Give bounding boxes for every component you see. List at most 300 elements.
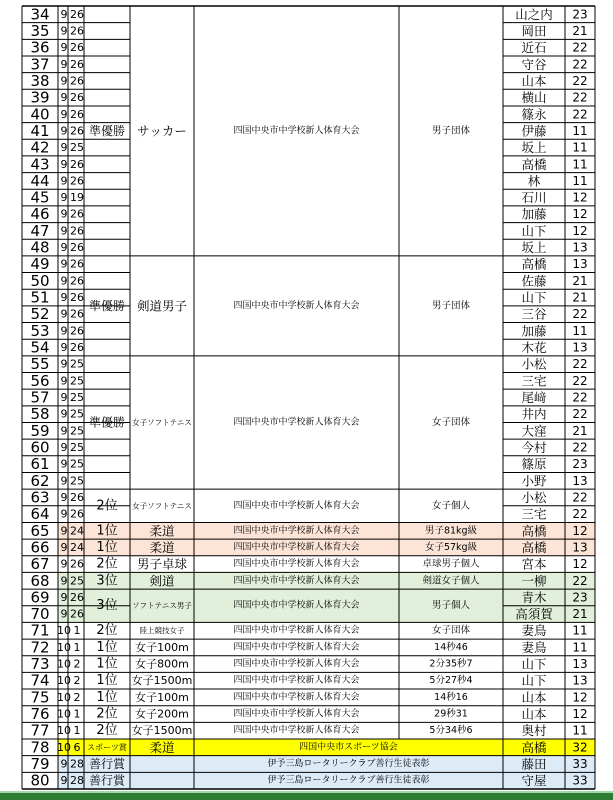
student-grade: 11 bbox=[572, 173, 588, 188]
row-month: 10 bbox=[57, 640, 71, 654]
student-name: 宮本 bbox=[521, 556, 547, 572]
row-day: 25 bbox=[70, 440, 84, 454]
award-event: 柔道 bbox=[149, 739, 175, 755]
student-grade: 21 bbox=[572, 273, 588, 288]
award-place: 準優勝 bbox=[88, 415, 126, 430]
row-day: 6 bbox=[73, 740, 81, 754]
award-event: 女子200m bbox=[135, 707, 189, 721]
student-name: 山下 bbox=[521, 290, 547, 306]
award-event: サッカー bbox=[137, 123, 187, 139]
award-event: 柔道 bbox=[149, 539, 175, 555]
student-grade: 12 bbox=[572, 557, 588, 572]
row-day: 26 bbox=[70, 57, 84, 71]
row-day: 26 bbox=[70, 490, 84, 504]
student-grade: 22 bbox=[572, 307, 588, 322]
student-name: 高橋 bbox=[521, 523, 547, 539]
row-number: 67 bbox=[30, 555, 50, 574]
competition-name: 四国中央市中学校新人体育大会 bbox=[233, 642, 360, 653]
row-number: 73 bbox=[30, 655, 50, 674]
row-month: 9 bbox=[60, 307, 68, 321]
row-day: 26 bbox=[70, 241, 84, 255]
row-day: 26 bbox=[70, 607, 84, 621]
award-category: 女子団体 bbox=[431, 416, 471, 428]
row-month: 9 bbox=[60, 774, 68, 788]
row-month: 9 bbox=[60, 424, 68, 438]
student-grade: 22 bbox=[572, 107, 588, 122]
competition-name: 四国中央市中学校新人体育大会 bbox=[233, 709, 360, 720]
row-month: 9 bbox=[60, 590, 68, 604]
student-grade: 13 bbox=[572, 240, 588, 255]
award-event: 剣道 bbox=[149, 573, 175, 589]
row-number: 44 bbox=[30, 171, 50, 190]
row-month: 10 bbox=[57, 740, 71, 754]
student-name: 小松 bbox=[521, 489, 547, 505]
row-month: 9 bbox=[60, 357, 68, 371]
award-category: 29秒31 bbox=[434, 708, 468, 720]
award-place: 1位 bbox=[96, 523, 118, 539]
award-event: ソフトテニス男子 bbox=[132, 601, 192, 611]
row-month: 9 bbox=[60, 224, 68, 238]
row-number: 80 bbox=[30, 771, 50, 790]
award-event: 女子1500m bbox=[131, 674, 193, 688]
student-name: 妻鳥 bbox=[521, 623, 547, 639]
row-month: 9 bbox=[60, 490, 68, 504]
row-day: 26 bbox=[70, 291, 84, 305]
row-month: 9 bbox=[60, 107, 68, 121]
row-month: 9 bbox=[60, 57, 68, 71]
competition-name: 四国中央市中学校新人体育大会 bbox=[233, 675, 360, 686]
row-month: 9 bbox=[60, 540, 68, 554]
student-name: 山下 bbox=[521, 223, 547, 239]
student-name: 高橋 bbox=[521, 256, 547, 272]
row-month: 9 bbox=[60, 574, 68, 588]
student-name: 篠原 bbox=[521, 456, 547, 472]
row-day: 25 bbox=[70, 424, 84, 438]
row-day: 2 bbox=[73, 674, 81, 688]
student-name: 林 bbox=[527, 173, 541, 189]
student-name: 山下 bbox=[521, 673, 547, 689]
row-number: 41 bbox=[30, 121, 50, 140]
row-number: 47 bbox=[30, 221, 50, 240]
student-name: 高橋 bbox=[521, 739, 547, 755]
competition-name: 四国中央市中学校新人体育大会 bbox=[233, 625, 360, 636]
row-day: 1 bbox=[73, 640, 81, 654]
student-grade: 11 bbox=[572, 157, 588, 172]
row-month: 9 bbox=[60, 324, 68, 338]
row-day: 24 bbox=[70, 540, 84, 554]
row-month: 9 bbox=[60, 241, 68, 255]
row-day: 26 bbox=[70, 41, 84, 55]
student-grade: 21 bbox=[572, 607, 588, 622]
row-day: 26 bbox=[70, 157, 84, 171]
competition-name: 四国中央市中学校新人体育大会 bbox=[233, 659, 360, 670]
row-month: 9 bbox=[60, 24, 68, 38]
award-category: 卓球男子個人 bbox=[422, 558, 480, 570]
award-place: 1位 bbox=[96, 673, 118, 689]
student-grade: 22 bbox=[572, 73, 588, 88]
award-place: 1位 bbox=[96, 689, 118, 705]
row-number: 64 bbox=[30, 505, 50, 524]
student-grade: 22 bbox=[572, 507, 588, 522]
student-name: 山本 bbox=[521, 73, 547, 89]
row-month: 9 bbox=[60, 607, 68, 621]
row-day: 2 bbox=[73, 690, 81, 704]
row-number: 40 bbox=[30, 105, 50, 124]
student-grade: 23 bbox=[572, 590, 588, 605]
competition-name: 四国中央市中学校新人体育大会 bbox=[233, 575, 360, 586]
student-name: 山之内 bbox=[515, 6, 553, 22]
competition-name: 四国中央市中学校新人体育大会 bbox=[233, 559, 360, 570]
row-number: 49 bbox=[30, 255, 50, 274]
award-place: 善行賞 bbox=[88, 757, 126, 772]
student-name: 三谷 bbox=[521, 306, 547, 322]
row-number: 74 bbox=[30, 671, 50, 690]
award-place: 2位 bbox=[96, 706, 118, 722]
student-grade: 33 bbox=[572, 773, 588, 788]
award-category: 女子団体 bbox=[431, 625, 471, 637]
row-day: 26 bbox=[70, 324, 84, 338]
row-number: 77 bbox=[30, 721, 50, 740]
competition-name: 伊予三島ロータリークラブ善行生徒表彰 bbox=[267, 759, 430, 770]
row-number: 36 bbox=[30, 38, 50, 57]
award-place: 2位 bbox=[96, 623, 118, 639]
student-name: 尾﨑 bbox=[521, 390, 547, 405]
student-grade: 13 bbox=[572, 473, 588, 488]
row-number: 65 bbox=[30, 521, 50, 540]
student-name: 高橋 bbox=[521, 539, 547, 555]
award-event: 剣道男子 bbox=[136, 298, 188, 314]
row-number: 48 bbox=[30, 238, 50, 257]
award-category: 5分27秒4 bbox=[429, 675, 473, 687]
row-number: 69 bbox=[30, 588, 50, 607]
competition-name: 四国中央市中学校新人体育大会 bbox=[233, 525, 360, 536]
award-category: 男子団体 bbox=[431, 125, 471, 137]
student-grade: 11 bbox=[572, 623, 588, 638]
row-number: 52 bbox=[30, 305, 50, 324]
row-day: 28 bbox=[70, 774, 84, 788]
row-number: 68 bbox=[30, 571, 50, 590]
student-name: 加藤 bbox=[521, 206, 547, 222]
row-day: 26 bbox=[70, 590, 84, 604]
award-event: 女子800m bbox=[135, 657, 189, 671]
student-grade: 13 bbox=[572, 540, 588, 555]
row-day: 26 bbox=[70, 224, 84, 238]
student-grade: 13 bbox=[572, 340, 588, 355]
award-place: 2位 bbox=[96, 723, 118, 739]
student-grade: 12 bbox=[572, 707, 588, 722]
student-name: 高須賀 bbox=[515, 606, 553, 622]
row-month: 9 bbox=[60, 474, 68, 488]
row-day: 25 bbox=[70, 407, 84, 421]
row-month: 9 bbox=[60, 407, 68, 421]
award-category: 女子個人 bbox=[431, 500, 471, 512]
competition-name: 四国中央市中学校新人体育大会 bbox=[233, 500, 360, 511]
row-number: 35 bbox=[30, 21, 50, 40]
student-grade: 13 bbox=[572, 673, 588, 688]
row-number: 50 bbox=[30, 271, 50, 290]
student-name: 今村 bbox=[521, 439, 547, 455]
student-name: 佐藤 bbox=[521, 273, 547, 289]
student-name: 岡田 bbox=[521, 23, 547, 39]
row-number: 70 bbox=[30, 605, 50, 624]
competition-name: 四国中央市中学校新人体育大会 bbox=[233, 125, 360, 136]
student-grade: 12 bbox=[572, 207, 588, 222]
row-day: 1 bbox=[73, 624, 81, 638]
row-number: 61 bbox=[30, 455, 50, 474]
row-number: 76 bbox=[30, 705, 50, 724]
award-place: 準優勝 bbox=[88, 123, 126, 138]
row-month: 10 bbox=[57, 724, 71, 738]
student-name: 木花 bbox=[521, 340, 547, 356]
student-grade: 12 bbox=[572, 223, 588, 238]
row-number: 34 bbox=[30, 5, 50, 24]
student-name: 横山 bbox=[521, 90, 547, 106]
row-month: 9 bbox=[60, 174, 68, 188]
student-grade: 22 bbox=[572, 90, 588, 105]
row-month: 9 bbox=[60, 74, 68, 88]
row-month: 9 bbox=[60, 757, 68, 771]
student-grade: 11 bbox=[572, 323, 588, 338]
row-month: 9 bbox=[60, 274, 68, 288]
award-place: 1位 bbox=[96, 639, 118, 655]
competition-name: 四国中央市中学校新人体育大会 bbox=[233, 300, 360, 311]
award-category: 5分34秒6 bbox=[429, 725, 473, 737]
award-event: 女子1500m bbox=[131, 724, 193, 738]
row-day: 26 bbox=[70, 341, 84, 355]
row-number: 78 bbox=[30, 738, 50, 757]
row-day: 26 bbox=[70, 74, 84, 88]
award-category: 14秒16 bbox=[434, 691, 468, 703]
competition-name: 四国中央市中学校新人体育大会 bbox=[233, 692, 360, 703]
row-day: 26 bbox=[70, 24, 84, 38]
student-name: 青木 bbox=[521, 589, 547, 605]
row-month: 10 bbox=[57, 707, 71, 721]
award-place: 3位 bbox=[96, 598, 118, 614]
row-day: 26 bbox=[70, 124, 84, 138]
row-day: 26 bbox=[70, 107, 84, 121]
row-month: 10 bbox=[57, 690, 71, 704]
row-month: 9 bbox=[60, 191, 68, 205]
row-day: 1 bbox=[73, 724, 81, 738]
row-day: 25 bbox=[70, 457, 84, 471]
row-month: 9 bbox=[60, 41, 68, 55]
row-month: 9 bbox=[60, 524, 68, 538]
competition-name: 四国中央市中学校新人体育大会 bbox=[233, 542, 360, 553]
student-name: 井内 bbox=[521, 406, 547, 422]
row-month: 9 bbox=[60, 440, 68, 454]
student-name: 山下 bbox=[521, 656, 547, 672]
award-event: 女子100m bbox=[135, 640, 189, 654]
row-number: 54 bbox=[30, 338, 50, 357]
sheet-footer-bar bbox=[0, 791, 613, 800]
student-grade: 22 bbox=[572, 40, 588, 55]
row-day: 26 bbox=[70, 307, 84, 321]
competition-name: 四国中央市スポーツ協会 bbox=[299, 742, 398, 753]
row-number: 45 bbox=[30, 188, 50, 207]
student-grade: 13 bbox=[572, 657, 588, 672]
row-day: 25 bbox=[70, 141, 84, 155]
student-grade: 22 bbox=[572, 573, 588, 588]
award-event: 女子100m bbox=[135, 690, 189, 704]
student-name: 高橋 bbox=[521, 156, 547, 172]
competition-name: 四国中央市中学校新人体育大会 bbox=[233, 417, 360, 428]
row-number: 43 bbox=[30, 155, 50, 174]
row-number: 39 bbox=[30, 88, 50, 107]
student-name: 小松 bbox=[521, 356, 547, 372]
row-number: 79 bbox=[30, 755, 50, 774]
row-month: 9 bbox=[60, 207, 68, 221]
student-grade: 21 bbox=[572, 423, 588, 438]
student-grade: 21 bbox=[572, 23, 588, 38]
row-day: 2 bbox=[73, 657, 81, 671]
student-grade: 13 bbox=[572, 257, 588, 272]
row-day: 26 bbox=[70, 207, 84, 221]
student-grade: 12 bbox=[572, 190, 588, 205]
row-number: 51 bbox=[30, 288, 50, 307]
student-name: 藤田 bbox=[521, 756, 547, 772]
row-month: 10 bbox=[57, 624, 71, 638]
student-name: 小野 bbox=[521, 473, 547, 489]
row-month: 9 bbox=[60, 124, 68, 138]
award-place: スポーツ賞 bbox=[87, 742, 127, 752]
student-grade: 11 bbox=[572, 123, 588, 138]
student-grade: 22 bbox=[572, 373, 588, 388]
row-day: 24 bbox=[70, 524, 84, 538]
student-name: 坂上 bbox=[521, 140, 547, 156]
award-place: 2位 bbox=[96, 498, 118, 514]
row-month: 9 bbox=[60, 557, 68, 571]
student-grade: 11 bbox=[572, 723, 588, 738]
student-grade: 22 bbox=[572, 407, 588, 422]
award-event: 男子卓球 bbox=[136, 556, 188, 572]
row-day: 1 bbox=[73, 707, 81, 721]
student-name: 妻鳥 bbox=[521, 639, 547, 655]
student-grade: 22 bbox=[572, 490, 588, 505]
row-number: 58 bbox=[30, 405, 50, 424]
award-category: 14秒46 bbox=[434, 641, 468, 653]
row-number: 46 bbox=[30, 205, 50, 224]
award-place: 1位 bbox=[96, 656, 118, 672]
row-month: 9 bbox=[60, 7, 68, 21]
student-name: 山本 bbox=[521, 706, 547, 722]
student-name: 近石 bbox=[521, 40, 547, 56]
student-name: 奥村 bbox=[521, 723, 547, 739]
student-name: 石川 bbox=[521, 190, 547, 206]
row-day: 19 bbox=[70, 191, 84, 205]
row-number: 71 bbox=[30, 621, 50, 640]
row-number: 57 bbox=[30, 388, 50, 407]
row-month: 9 bbox=[60, 141, 68, 155]
student-grade: 22 bbox=[572, 440, 588, 455]
student-name: 篠永 bbox=[521, 106, 547, 122]
row-month: 9 bbox=[60, 157, 68, 171]
student-grade: 12 bbox=[572, 690, 588, 705]
row-day: 25 bbox=[70, 574, 84, 588]
student-name: 加藤 bbox=[521, 323, 547, 339]
row-day: 26 bbox=[70, 274, 84, 288]
row-number: 60 bbox=[30, 438, 50, 457]
student-name: 大窪 bbox=[521, 423, 547, 439]
row-number: 37 bbox=[30, 55, 50, 74]
award-category: 男子個人 bbox=[431, 600, 471, 612]
student-name: 山本 bbox=[521, 689, 547, 705]
student-name: 守屋 bbox=[521, 773, 547, 789]
row-number: 42 bbox=[30, 138, 50, 157]
student-name: 守谷 bbox=[521, 56, 547, 72]
student-name: 三宅 bbox=[521, 373, 547, 389]
student-name: 三宅 bbox=[521, 506, 547, 522]
row-number: 55 bbox=[30, 355, 50, 374]
award-category: 女子57kg級 bbox=[424, 541, 478, 553]
row-month: 9 bbox=[60, 341, 68, 355]
student-grade: 22 bbox=[572, 57, 588, 72]
row-month: 9 bbox=[60, 457, 68, 471]
row-day: 25 bbox=[70, 391, 84, 404]
row-day: 26 bbox=[70, 91, 84, 105]
row-day: 26 bbox=[70, 174, 84, 188]
row-number: 53 bbox=[30, 321, 50, 340]
row-day: 26 bbox=[70, 557, 84, 571]
award-category: 男子団体 bbox=[431, 300, 471, 312]
student-name: 伊藤 bbox=[521, 123, 547, 139]
award-place: 1位 bbox=[96, 539, 118, 555]
row-day: 26 bbox=[70, 7, 84, 21]
student-grade: 33 bbox=[572, 757, 588, 772]
student-grade: 21 bbox=[572, 290, 588, 305]
competition-name: 四国中央市中学校新人体育大会 bbox=[233, 725, 360, 736]
award-place: 2位 bbox=[96, 556, 118, 572]
row-month: 9 bbox=[60, 507, 68, 521]
award-place: 3位 bbox=[96, 573, 118, 589]
student-grade: 22 bbox=[572, 357, 588, 372]
award-place: 善行賞 bbox=[88, 773, 126, 788]
student-grade: 32 bbox=[572, 740, 588, 755]
row-number: 62 bbox=[30, 471, 50, 490]
row-day: 25 bbox=[70, 357, 84, 371]
row-number: 72 bbox=[30, 638, 50, 657]
row-number: 38 bbox=[30, 71, 50, 90]
award-event: 柔道 bbox=[149, 523, 175, 539]
row-month: 10 bbox=[57, 657, 71, 671]
row-number: 59 bbox=[30, 421, 50, 440]
row-day: 25 bbox=[70, 374, 84, 388]
row-month: 10 bbox=[57, 674, 71, 688]
award-category: 男子81kg級 bbox=[424, 525, 478, 537]
student-grade: 12 bbox=[572, 523, 588, 538]
row-number: 66 bbox=[30, 538, 50, 557]
row-day: 28 bbox=[70, 757, 84, 771]
student-grade: 22 bbox=[572, 390, 588, 405]
row-day: 25 bbox=[70, 474, 84, 488]
student-grade: 23 bbox=[572, 457, 588, 472]
row-month: 9 bbox=[60, 91, 68, 105]
row-number: 75 bbox=[30, 688, 50, 707]
row-month: 9 bbox=[60, 391, 68, 404]
student-grade: 23 bbox=[572, 7, 588, 22]
row-month: 9 bbox=[60, 291, 68, 305]
student-grade: 11 bbox=[572, 140, 588, 155]
award-event: 女子ソフトテニス bbox=[132, 501, 192, 511]
competition-name: 伊予三島ロータリークラブ善行生徒表彰 bbox=[267, 775, 430, 786]
award-event: 陸上競技女子 bbox=[139, 626, 185, 636]
award-category: 2分35秒7 bbox=[429, 658, 473, 670]
row-month: 9 bbox=[60, 257, 68, 271]
row-number: 63 bbox=[30, 488, 50, 507]
row-month: 9 bbox=[60, 374, 68, 388]
student-name: 一柳 bbox=[521, 573, 547, 589]
student-grade: 11 bbox=[572, 640, 588, 655]
award-category: 剣道女子個人 bbox=[422, 575, 480, 587]
